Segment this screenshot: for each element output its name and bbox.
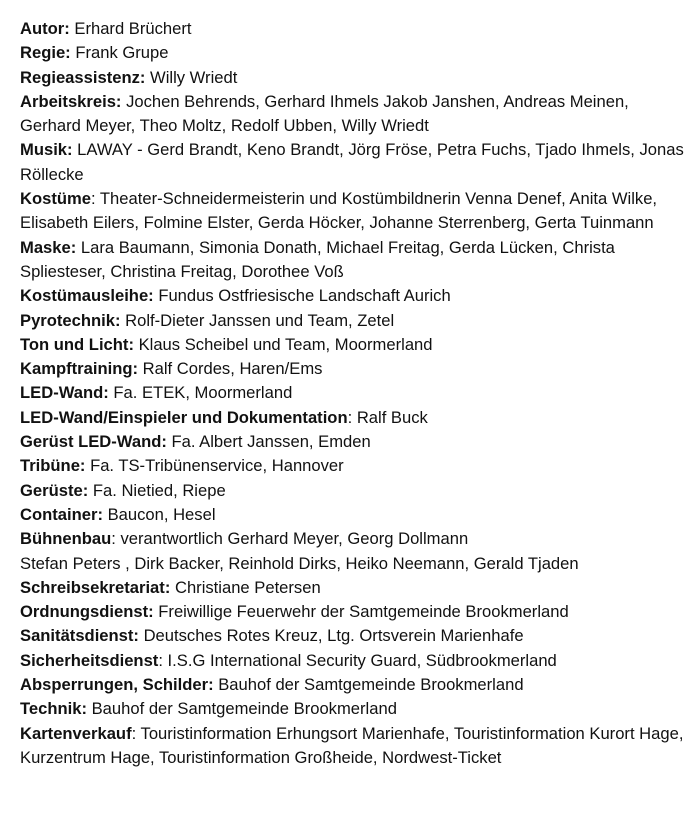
credit-label: Kampftraining:: [20, 359, 138, 379]
credit-value: : I.S.G International Security Guard, Südbrookmerland: [158, 650, 557, 670]
credit-entry-music: [20, 138, 688, 187]
credit-value: Freiwillige Feuerwehr der Samtgemeinde Brookmerland: [153, 602, 569, 622]
credit-value: Frank Grupe: [70, 43, 169, 63]
credit-value: Christiane Petersen: [170, 577, 321, 597]
credit-entry-grandstand: [20, 454, 688, 478]
credit-value: : Theater-Schneidermeisterin und Kostümbildnerin Venna Denef, Anita Wilke, Elisabeth Eilers, Folmine Elster, Gerda Höcker, Johanne Sterrenberg, Gerta Tuinmann: [20, 189, 658, 233]
credit-entry-led-wall-documentation: [20, 406, 688, 430]
credit-entry-costumes: [20, 187, 688, 236]
credit-value: Fa. Nietied, Riepe: [88, 480, 226, 500]
credit-value: Ralf Cordes, Haren/Ems: [138, 359, 323, 379]
credit-label: Pyrotechnik:: [20, 310, 121, 330]
credit-entry-ticket-sales: [20, 722, 688, 771]
credit-label: Maske:: [20, 237, 77, 257]
credit-entry-stage-construction: [20, 527, 688, 551]
credit-value: Rolf-Dieter Janssen und Team, Zetel: [120, 310, 395, 330]
credit-entry-makeup: [20, 236, 688, 285]
credit-entry-order-service: [20, 600, 688, 624]
credit-value: Stefan Peters , Dirk Backer, Reinhold Dirks, Heiko Neemann, Gerald Tjaden: [20, 553, 579, 573]
credit-value: Baucon, Hesel: [102, 504, 216, 524]
credit-label: Regie:: [20, 43, 71, 63]
credit-label: Kartenverkauf: [20, 723, 132, 743]
credit-entry-medical-service: [20, 624, 688, 648]
credit-label: Bühnenbau: [20, 529, 112, 549]
credit-label: Sicherheitsdienst: [20, 650, 159, 670]
credit-value: : verantwortlich Gerhard Meyer, Georg Dollmann: [111, 529, 469, 549]
credit-label: LED-Wand/Einspieler und Dokumentation: [20, 407, 348, 427]
credit-value: Fundus Ostfriesische Landschaft Aurich: [153, 286, 451, 306]
credit-entry-barriers-signs: [20, 673, 688, 697]
credit-value: LAWAY - Gerd Brandt, Keno Brandt, Jörg Fröse, Petra Fuchs, Tjado Ihmels, Jonas Röllecke: [20, 140, 684, 184]
credits-page: [20, 17, 688, 770]
credit-entry-pyrotechnics: [20, 309, 688, 333]
credit-label: Musik:: [20, 140, 73, 160]
credit-label: Arbeitskreis:: [20, 91, 122, 111]
credit-value: : Touristinformation Erhungsort Marienhafe, Touristinformation Kurort Hage, Kurzentrum Hage, Touristinformation Großheide, Nordwest-Ticket: [20, 723, 684, 767]
credit-label: LED-Wand:: [20, 383, 109, 403]
credit-entry-fight-training: [20, 357, 688, 381]
credit-value: Fa. Albert Janssen, Emden: [166, 432, 371, 452]
credit-label: Autor:: [20, 19, 70, 38]
credit-entry-technology: [20, 697, 688, 721]
credit-entry-costume-rental: [20, 284, 688, 308]
credit-label: Sanitätsdienst:: [20, 626, 139, 646]
credit-label: Schreibsekretariat:: [20, 577, 171, 597]
credit-label: Kostümausleihe:: [20, 286, 154, 306]
credit-value: Fa. ETEK, Moormerland: [108, 383, 293, 403]
credit-label: Regieassistenz:: [20, 67, 146, 87]
credit-value: Fa. TS-Tribünenservice, Hannover: [85, 456, 344, 476]
credit-label: Gerüste:: [20, 480, 89, 500]
credit-value: Bauhof der Samtgemeinde Brookmerland: [213, 675, 524, 695]
credit-label: Ordnungsdienst:: [20, 602, 154, 622]
credit-entry-working-group: [20, 90, 688, 139]
credit-entry-stage-construction-team: [20, 552, 688, 576]
credit-entry-security-service: [20, 649, 688, 673]
credit-value: Willy Wriedt: [145, 67, 238, 87]
credit-label: Container:: [20, 504, 103, 524]
credit-label: Absperrungen, Schilder:: [20, 675, 214, 695]
credit-value: Jochen Behrends, Gerhard Ihmels Jakob Janshen, Andreas Meinen, Gerhard Meyer, Theo Moltz, Redolf Ubben, Willy Wriedt: [20, 91, 629, 136]
credit-entry-assistant-director: [20, 66, 688, 90]
credit-label: Tribüne:: [20, 456, 86, 476]
credit-value: Bauhof der Samtgemeinde Brookmerland: [87, 699, 397, 719]
credit-value: Lara Baumann, Simonia Donath, Michael Freitag, Gerda Lücken, Christa Spliesteser, Christina Freitag, Dorothee Voß: [20, 237, 615, 281]
credit-label: Gerüst LED-Wand:: [20, 432, 167, 452]
credit-value: Klaus Scheibel und Team, Moormerland: [133, 334, 433, 354]
credit-value: : Ralf Buck: [347, 407, 428, 427]
credit-entry-container: [20, 503, 688, 527]
credit-entry-secretariat: [20, 576, 688, 600]
credit-entry-sound-light: [20, 333, 688, 357]
credit-label: Technik:: [20, 699, 87, 719]
credit-entry-scaffolding: [20, 479, 688, 503]
credit-label: Ton und Licht:: [20, 334, 134, 354]
credit-value: Erhard Brüchert: [69, 19, 192, 38]
credit-entry-led-wall-scaffold: [20, 430, 688, 454]
credit-entry-author: [20, 17, 688, 41]
credit-entry-director: [20, 41, 688, 65]
credit-label: Kostüme: [20, 189, 91, 209]
credit-value: Deutsches Rotes Kreuz, Ltg. Ortsverein Marienhafe: [138, 626, 524, 646]
credit-entry-led-wall: [20, 381, 688, 405]
